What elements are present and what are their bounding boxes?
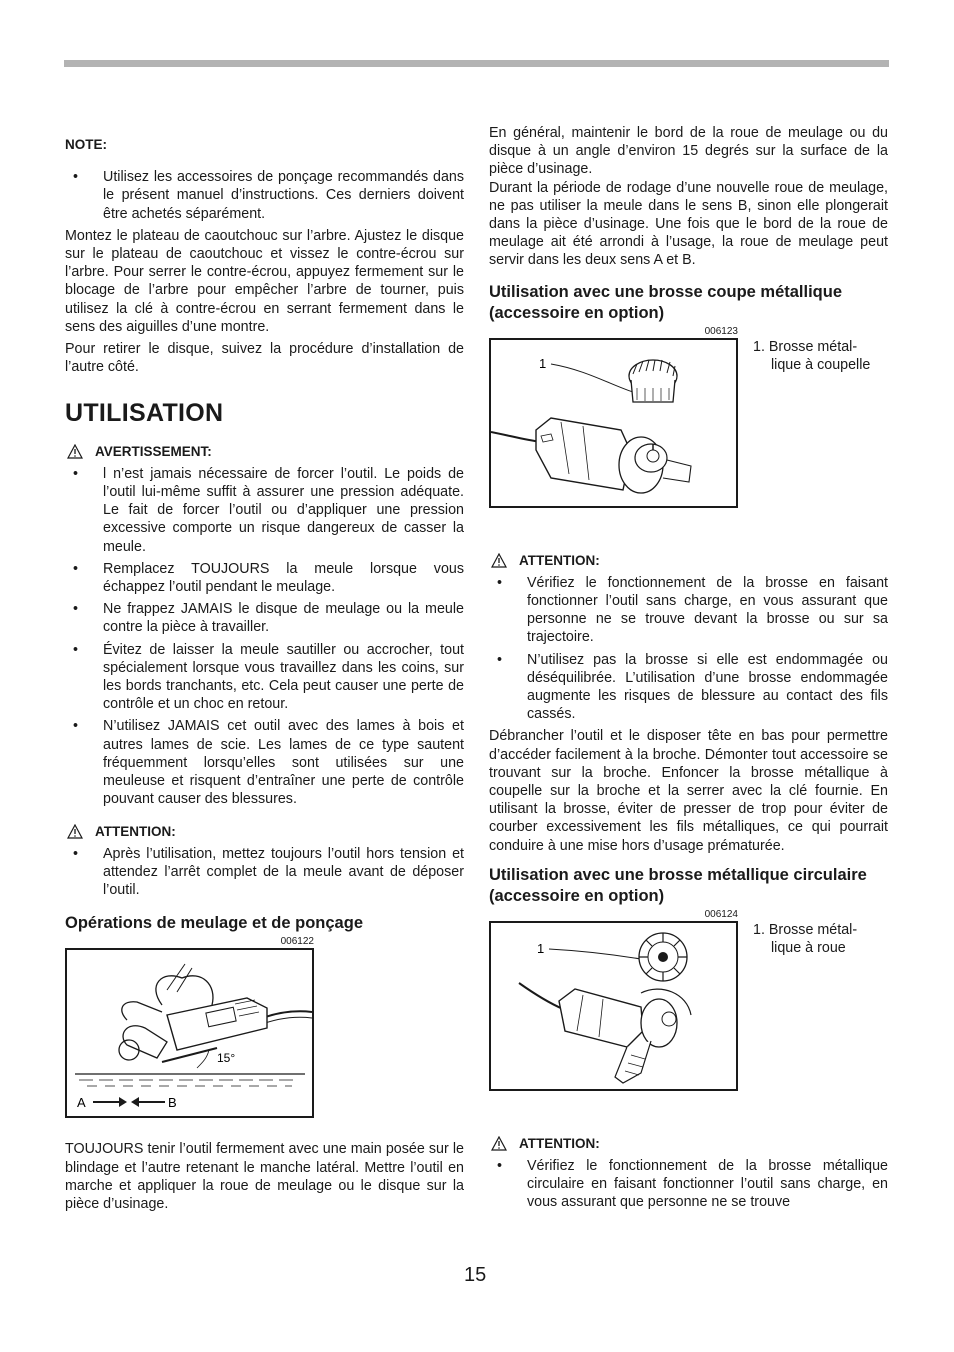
attention-label: ATTENTION: xyxy=(519,552,600,568)
grinding-illustration xyxy=(67,950,312,1116)
attention-item: • Après l’utilisation, mettez toujours l’outil hors tension et attendez l’arrêt complet de la meule avant de déposer l’outil. xyxy=(65,845,464,900)
header-rule xyxy=(64,60,889,67)
attention-item: • Vérifiez le fonctionnement de la brosse métallique circulaire en faisant fonctionner l’outil sans charge, en vous assurant que personne ne se trouve xyxy=(489,1157,888,1212)
warning-list xyxy=(65,465,464,809)
grinding-figure xyxy=(65,948,314,1118)
caption-line: 1. Brosse métal- xyxy=(753,338,858,355)
angle-label: 15° xyxy=(217,1051,236,1066)
warning-label: AVERTISSEMENT: xyxy=(95,443,212,459)
wheel-brush-heading: Utilisation avec une brosse métallique circulaire (accessoire en option) xyxy=(489,865,867,905)
callout-number: 1 xyxy=(537,940,545,956)
attention-label: ATTENTION: xyxy=(519,1135,600,1151)
label-a: A xyxy=(77,1095,86,1111)
angle-paragraph: En général, maintenir le bord de la roue de meulage ou du disque à un angle d’environ 15 degrés sur la surface de la pièce d’usinage. xyxy=(489,125,888,178)
cup-brush-heading: Utilisation avec une brosse coupe métallique (accessoire en option) xyxy=(489,282,843,322)
section-title: UTILISATION xyxy=(65,399,224,428)
grinding-heading: Opérations de meulage et de ponçage xyxy=(65,914,363,933)
attention-header-1 xyxy=(489,552,888,570)
note-heading: NOTE: xyxy=(65,137,107,152)
removal-paragraph: Pour retirer le disque, suivez la procédure d’installation de l’autre côté. xyxy=(65,341,464,376)
warning-item: • N’utilisez JAMAIS cet outil avec des lames à bois et autres lames de scie. Les lames de ce type sautent fréquemment lorsqu’elles sont utilisées sur une meuleuse et risquent d’entraîner une perte de contrôle pouvant causer des blessures. xyxy=(65,717,464,808)
break-in-paragraph: Durant la période de rodage d’une nouvelle roue de meulage, ne pas utiliser la meule dans le sens B, sinon elle plongerait dans la pièce d’usinage. Une fois que le bord de la roue de meulage ait été arrondi à l’usage, la roue de meulage peut servir dans les deux sens A et B. xyxy=(489,179,888,269)
note-list xyxy=(65,168,464,223)
wheel-brush-figure-row xyxy=(489,921,888,1091)
warning-triangle-icon xyxy=(491,553,507,568)
figure-code: 006124 xyxy=(704,908,738,920)
caption-line: lique à roue xyxy=(771,940,846,957)
callout-number: 1 xyxy=(539,355,547,371)
holding-paragraph: TOUJOURS tenir l’outil fermement avec une main posée sur le blindage et l’autre retenant le manche latéral. Mettre l’outil en marche et appliquer la roue de meulage ou le disque sur la pièce d’usinage. xyxy=(65,1141,464,1212)
warning-triangle-icon xyxy=(67,444,83,459)
cup-brush-figure-row xyxy=(489,338,888,508)
wheel-brush-caption xyxy=(753,921,857,957)
warning-triangle-icon xyxy=(491,1136,507,1151)
cup-brush-illustration xyxy=(491,340,736,506)
attention-list xyxy=(65,845,464,900)
cup-brush-paragraph: Débrancher l’outil et le disposer tête en bas pour permettre d’accéder facilement à la broche. Démonter tout accessoire se trouvant sur la broche. Enfoncer la brosse métallique à coupelle sur la broche et la serrer avec la clé fournie. En utilisant la brosse, éviter de presser de trop pour éviter de courber excessivement les fils métalliques, ce qui pourrait conduire à une mise hors d’usage prématurée. xyxy=(489,728,888,854)
attention-header xyxy=(65,823,464,841)
caption-line: lique à coupelle xyxy=(771,356,871,373)
label-b: B xyxy=(168,1095,177,1111)
attention-header-2 xyxy=(489,1135,888,1153)
warning-item: • Évitez de laisser la meule sautiller ou accrocher, tout spécialement lorsque vous travaillez dans les coins, sur les bords tranchants, etc. Cela peut causer une perte de contrôle et un choc en retour. xyxy=(65,641,464,714)
note-bullet: • Utilisez les accessoires de ponçage recommandés dans le présent manuel d’instructions. Ces derniers doivent être achetés séparément. xyxy=(65,168,464,223)
warning-item: • l n’est jamais nécessaire de forcer l’outil. Le poids de l’outil lui-même suffit à assurer une pression adéquate. Le fait de forcer l’outil ou d’appliquer une pression excessive comporte un risque dangereux de casser la meule. xyxy=(65,465,464,556)
wheel-brush-figure xyxy=(489,921,738,1091)
caption-line: 1. Brosse métal- xyxy=(753,921,858,938)
attention-label: ATTENTION: xyxy=(95,823,176,839)
attention-item: • N’utilisez pas la brosse si elle est endommagée ou déséquilibrée. L’utilisation d’une brosse endommagée augmente les risques de blessure au contact des fils cassés. xyxy=(489,651,888,724)
cup-brush-caption xyxy=(753,338,870,374)
right-column xyxy=(489,124,888,1216)
warning-triangle-icon xyxy=(67,824,83,839)
attention-list xyxy=(489,574,888,724)
page-number: 15 xyxy=(464,1264,487,1286)
attention-item: • Vérifiez le fonctionnement de la brosse en faisant fonctionner l’outil sans charge, en vous assurant que personne ne se trouve devant la brosse ou sur sa trajectoire. xyxy=(489,574,888,647)
warning-item: • Ne frappez JAMAIS le disque de meulage ou la meule contre la pièce à travailler. xyxy=(65,600,464,636)
figure-code: 006123 xyxy=(704,325,738,337)
wheel-brush-illustration xyxy=(491,923,736,1089)
figure-code: 006122 xyxy=(280,936,314,948)
attention-list xyxy=(489,1157,888,1212)
left-column xyxy=(65,124,464,1217)
warning-header xyxy=(65,443,464,461)
mounting-paragraph: Montez le plateau de caoutchouc sur l’arbre. Ajustez le disque sur le plateau de caoutchouc et vissez le contre-écrou sur l’arbre. Pour serrer le contre-écrou, appuyez fermement sur le blocage de l’arbre pour empêcher l’arbre de tourner, puis utilisez la clé à contre-écrou en serrant fermement dans le sens des aiguilles d’une montre. xyxy=(65,227,464,335)
warning-item: • Remplacez TOUJOURS la meule lorsque vous échappez l’outil pendant le meulage. xyxy=(65,560,464,596)
cup-brush-figure xyxy=(489,338,738,508)
